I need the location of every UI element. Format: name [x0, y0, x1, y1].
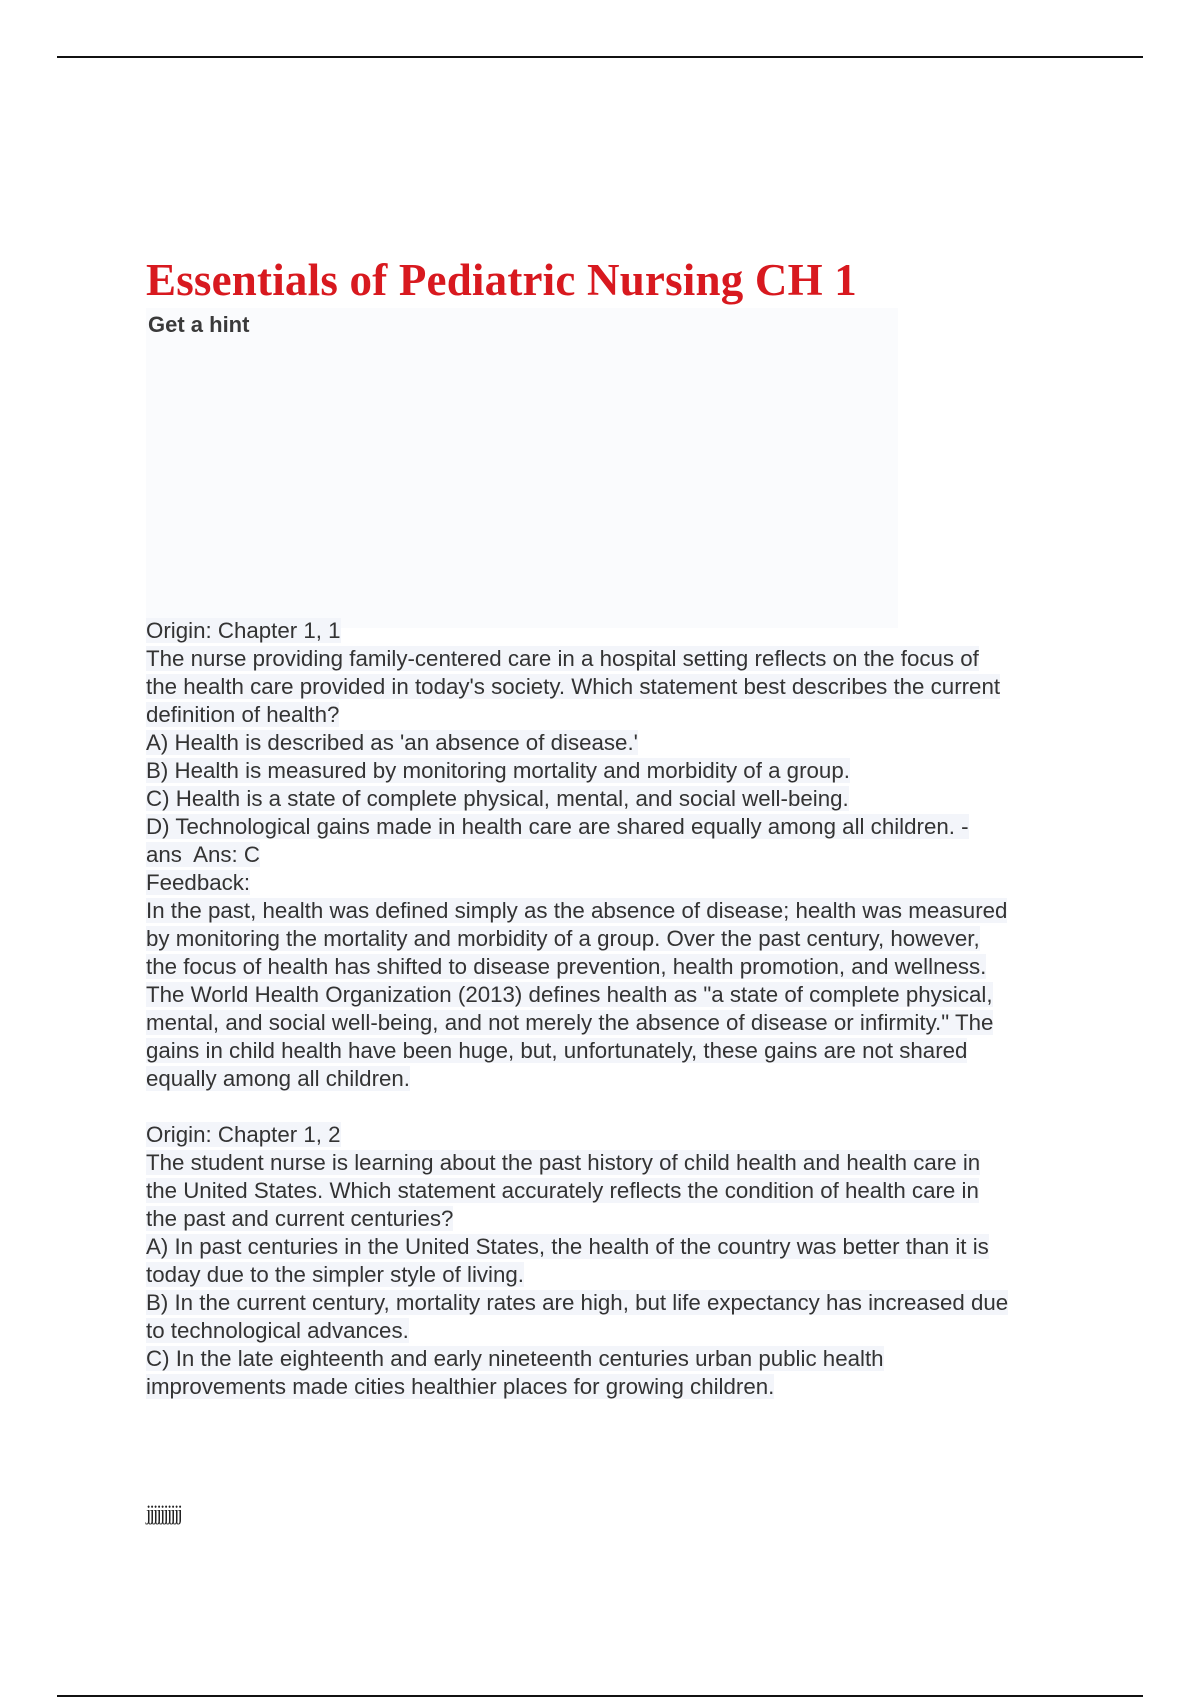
question-2-option-b: B) In the current century, mortality rates are high, but life expectancy has increased due: [146, 1290, 1009, 1315]
question-1-option-a: A) Health is described as 'an absence of disease.': [146, 730, 638, 755]
question-2-origin: Origin: Chapter 1, 2: [146, 1122, 341, 1147]
question-1-stem-line: The nurse providing family-centered care in a hospital setting reflects on the focus of: [146, 646, 979, 671]
question-2-stem-line: the past and current centuries?: [146, 1206, 454, 1231]
question-2-option-c: C) In the late eighteenth and early nineteenth centuries urban public health: [146, 1346, 884, 1371]
question-2-stem-line: the United States. Which statement accurately reflects the condition of health care in: [146, 1178, 979, 1203]
question-1-answer: ans Ans: C: [146, 842, 261, 867]
question-1-feedback-line: The World Health Organization (2013) defines health as "a state of complete physical,: [146, 982, 993, 1007]
question-1-stem-line: the health care provided in today's society. Which statement best describes the current: [146, 674, 1001, 699]
question-1-feedback-line: equally among all children.: [146, 1066, 411, 1091]
question-1-feedback-label: Feedback:: [146, 870, 251, 895]
question-2-option-a-cont: today due to the simpler style of living.: [146, 1262, 525, 1287]
question-1-feedback-line: gains in child health have been huge, but, unfortunately, these gains are not shared: [146, 1038, 968, 1063]
question-2-stem-line: The student nurse is learning about the past history of child health and health care in: [146, 1150, 981, 1175]
question-list: [146, 617, 1096, 1401]
question-1-option-b: B) Health is measured by monitoring mortality and morbidity of a group.: [146, 758, 850, 783]
question-1-option-c: C) Health is a state of complete physical, mental, and social well-being.: [146, 786, 849, 811]
top-rule: [57, 56, 1143, 58]
question-1-feedback-line: mental, and social well-being, and not merely the absence of disease or infirmity." The: [146, 1010, 994, 1035]
footer-mark: jjjjjjjjjj: [146, 1500, 181, 1525]
question-2: [146, 1121, 1096, 1401]
question-2-option-c-cont: improvements made cities healthier places for growing children.: [146, 1374, 775, 1399]
question-1-feedback-line: In the past, health was defined simply as the absence of disease; health was measured: [146, 898, 1008, 923]
title-block: [146, 254, 906, 338]
question-1-stem-line: definition of health?: [146, 702, 340, 727]
background-shade: [146, 308, 898, 628]
question-1-feedback-line: the focus of health has shifted to disease prevention, health promotion, and wellness.: [146, 954, 987, 979]
question-1: [146, 617, 1096, 1093]
question-1-origin: Origin: Chapter 1, 1: [146, 618, 341, 643]
question-2-option-b-cont: to technological advances.: [146, 1318, 409, 1343]
question-1-option-d: D) Technological gains made in health care are shared equally among all children. -: [146, 814, 969, 839]
bottom-rule: [57, 1695, 1143, 1697]
get-a-hint-link[interactable]: Get a hint: [148, 312, 250, 337]
page-title: Essentials of Pediatric Nursing CH 1: [146, 255, 857, 305]
question-2-option-a: A) In past centuries in the United States, the health of the country was better than it is: [146, 1234, 989, 1259]
question-1-feedback-line: by monitoring the mortality and morbidity of a group. Over the past century, however,: [146, 926, 980, 951]
